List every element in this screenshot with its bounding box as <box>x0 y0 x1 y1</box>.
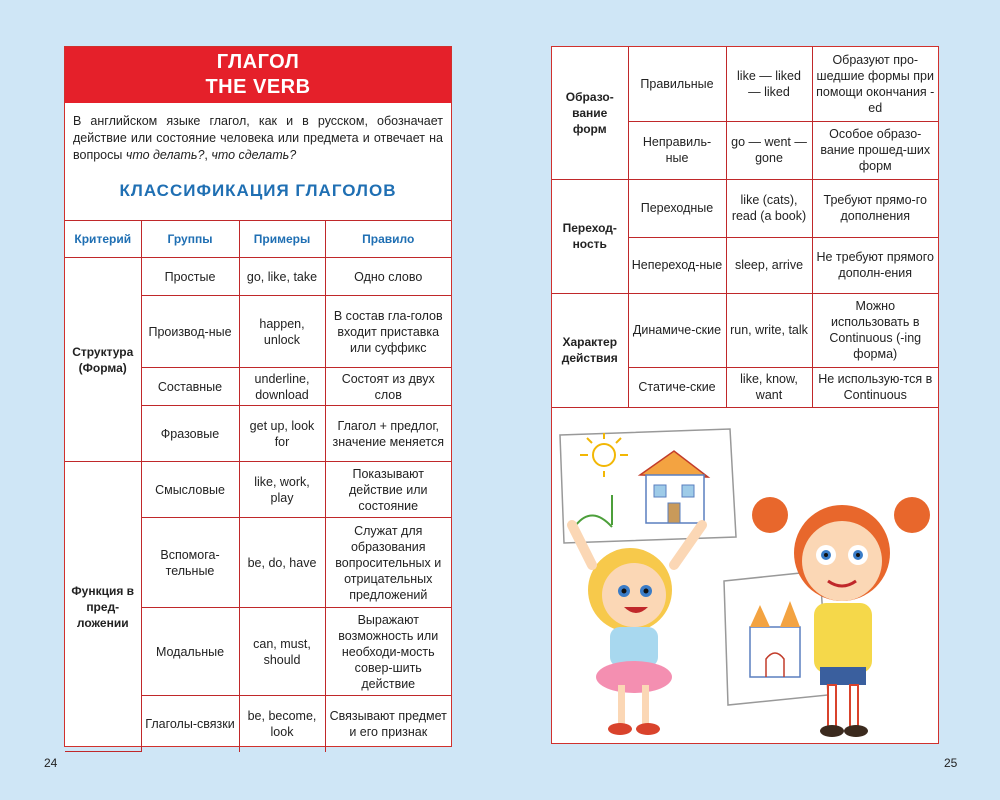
rule-cell: Служат для образования вопросительных и отрицательных предложений <box>325 518 451 608</box>
house-drawing-sheet <box>560 429 736 543</box>
right-page <box>551 46 939 744</box>
table-row <box>552 47 938 121</box>
group-cell: Составные <box>141 368 239 406</box>
intro-text: В английском языке глагол, как и в русском, обозначает действие или состояние человека или предмета и отвечает на вопросы <box>73 114 443 162</box>
examples-cell: be, do, have <box>239 518 325 608</box>
rule-cell: Одно слово <box>325 258 451 296</box>
table-header-row <box>65 221 451 258</box>
group-cell: Простые <box>141 258 239 296</box>
group-cell: Смысловые <box>141 462 239 518</box>
header-criterion: Критерий <box>65 221 141 258</box>
classification-table <box>65 220 451 752</box>
rule-cell: Требуют прямо-го дополнения <box>812 179 938 237</box>
girl-left <box>572 525 702 735</box>
examples-cell: go, like, take <box>239 258 325 296</box>
rule-cell: Связывают предмет и его признак <box>325 696 451 752</box>
castle-drawing-sheet <box>724 571 828 705</box>
examples-cell: underline, download <box>239 368 325 406</box>
rule-cell: Глагол + предлог, значение меняется <box>325 406 451 462</box>
criterion-structure: Структура (Форма) <box>65 258 141 462</box>
page-number-left: 24 <box>44 756 58 770</box>
classification-table-continued <box>552 47 938 408</box>
examples-cell: like, work, play <box>239 462 325 518</box>
section-title: КЛАССИФИКАЦИЯ ГЛАГОЛОВ <box>119 181 397 200</box>
title-english: THE VERB <box>205 76 311 98</box>
intro-question-1: что делать? <box>125 148 205 162</box>
examples-cell: like (cats), read (a book) <box>726 179 812 237</box>
group-cell: Непереход-ные <box>628 237 726 293</box>
criterion-transitivity: Переход-ность <box>552 179 628 293</box>
rule-cell: В состав гла-голов входит приставка или суффикс <box>325 296 451 368</box>
title-russian: ГЛАГОЛ <box>216 51 300 73</box>
examples-cell: like, know, want <box>726 367 812 407</box>
table-row <box>65 258 451 296</box>
group-cell: Глаголы-связки <box>141 696 239 752</box>
group-cell: Правильные <box>628 47 726 121</box>
group-cell: Вспомога-тельные <box>141 518 239 608</box>
page-number-right: 25 <box>944 756 958 770</box>
examples-cell: like — liked — liked <box>726 47 812 121</box>
group-cell: Производ-ные <box>141 296 239 368</box>
criterion-function: Функция в пред-ложении <box>65 462 141 752</box>
rule-cell: Выражают возможность или необходи-мость совер-шить действие <box>325 608 451 696</box>
rule-cell: Не требуют прямого дополн-ения <box>812 237 938 293</box>
examples-cell: sleep, arrive <box>726 237 812 293</box>
rule-cell: Состоят из двух слов <box>325 368 451 406</box>
header-groups: Группы <box>141 221 239 258</box>
examples-cell: run, write, talk <box>726 293 812 367</box>
group-cell: Переходные <box>628 179 726 237</box>
table-row <box>552 293 938 367</box>
intro-question-2: что сделать? <box>211 148 297 162</box>
rule-cell: Можно использовать в Continuous (-ing форма) <box>812 293 938 367</box>
examples-cell: be, become, look <box>239 696 325 752</box>
rule-cell: Показывают действие или состояние <box>325 462 451 518</box>
criterion-character: Характер действия <box>552 293 628 407</box>
group-cell: Статиче-ские <box>628 367 726 407</box>
group-cell: Неправиль-ные <box>628 121 726 179</box>
examples-cell: get up, look for <box>239 406 325 462</box>
header-examples: Примеры <box>239 221 325 258</box>
intro-separator: , <box>204 148 212 162</box>
group-cell: Фразовые <box>141 406 239 462</box>
examples-cell: go — went — gone <box>726 121 812 179</box>
children-drawings-illustration <box>552 415 938 743</box>
examples-cell: can, must, should <box>239 608 325 696</box>
group-cell: Динамиче-ские <box>628 293 726 367</box>
rule-cell: Не использую-тся в Continuous <box>812 367 938 407</box>
rule-cell: Образуют про-шедшие формы при помощи окончания -ed <box>812 47 938 121</box>
criterion-formation: Образо-вание форм <box>552 47 628 179</box>
title-band <box>65 47 451 103</box>
examples-cell: happen, unlock <box>239 296 325 368</box>
left-page <box>64 46 452 747</box>
group-cell: Модальные <box>141 608 239 696</box>
header-rule: Правило <box>325 221 451 258</box>
table-row <box>552 179 938 237</box>
table-row <box>65 462 451 518</box>
intro-paragraph <box>65 103 451 175</box>
rule-cell: Особое образо-вание прошед-ших форм <box>812 121 938 179</box>
